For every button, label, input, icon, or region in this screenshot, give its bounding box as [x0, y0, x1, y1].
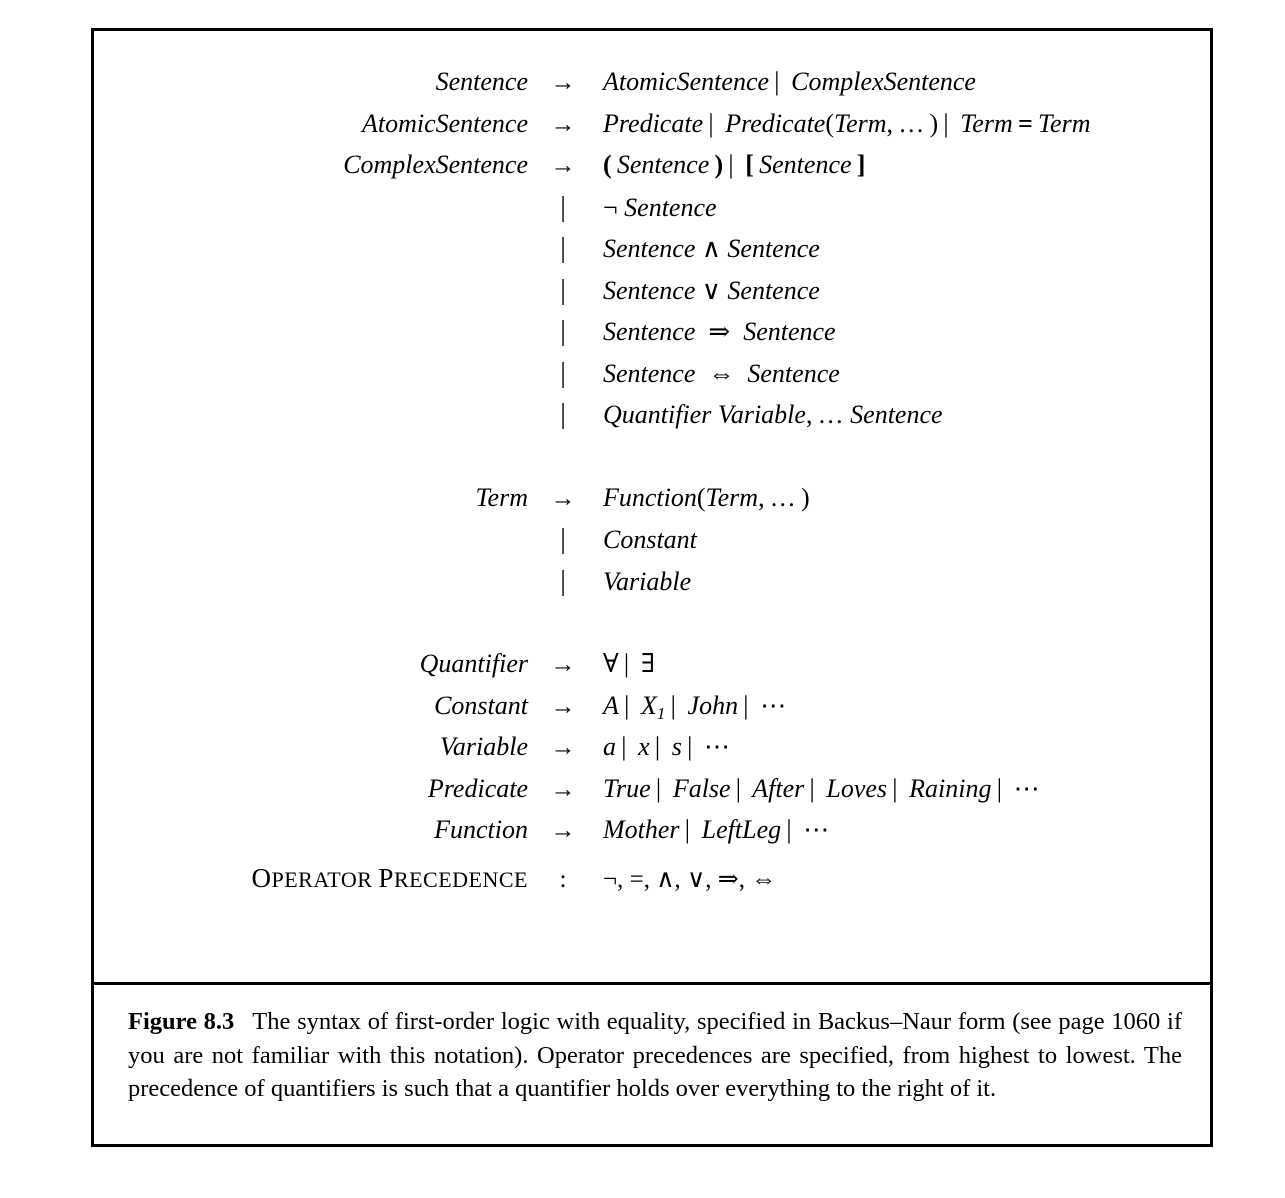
- alternative-bar-icon: |: [560, 357, 566, 389]
- rule-alternative-row: [94, 524, 1210, 566]
- rule-row-complexsentence: [94, 150, 1210, 192]
- rule-rhs: Quantifier Variable, … Sentence: [603, 400, 943, 429]
- alternative-bar-icon: |: [560, 233, 566, 264]
- rule-row-predicate: [94, 774, 1210, 816]
- rule-row-function: [94, 815, 1210, 857]
- rule-lhs: Function: [434, 815, 528, 844]
- rule-alternative-row: [94, 192, 1210, 234]
- rule-lhs: Variable: [439, 732, 528, 761]
- figure-caption-body: The syntax of first-order logic with equality, specified in Backus–Naur form (see page 1060 if you are not familiar with this notation). Operator precedences are specified, from highest to lowest. The precedence of quantifiers is such that a quantifier holds over everything to the right of it.: [128, 1008, 1182, 1102]
- rule-rhs: Sentence ⇒ Sentence: [603, 317, 836, 346]
- rule-group-sentence-group: [94, 67, 1210, 441]
- produces-arrow-icon: →: [550, 692, 576, 720]
- figure-label: Figure 8.3: [128, 1008, 235, 1035]
- figure-caption-panel: [94, 985, 1210, 1147]
- produces-arrow-icon: →: [550, 651, 576, 678]
- rule-rhs: Predicate | Predicate(Term, … ) | Term = Term: [603, 108, 1091, 138]
- rule-lhs: Constant: [434, 690, 528, 720]
- alternative-bar-icon: |: [560, 274, 566, 306]
- rule-lhs: Quantifier: [419, 649, 528, 678]
- operator-precedence-list: ¬, =, ∧, ∨, ⇒, ⇔: [603, 865, 777, 893]
- rule-alternative-row: [94, 566, 1210, 608]
- rule-group-terminals-group: [94, 649, 1210, 857]
- rule-rhs: True | False | After | Loves | Raining | ⋯: [603, 773, 1040, 803]
- operator-precedence-label: OPERATOR PRECEDENCE: [251, 862, 528, 893]
- rule-lhs: Predicate: [427, 773, 528, 803]
- group-separator: [94, 607, 1210, 649]
- rule-lhs: Sentence: [435, 67, 528, 96]
- produces-arrow-icon: →: [550, 734, 576, 761]
- rule-lhs: AtomicSentence: [361, 108, 528, 138]
- produces-arrow-icon: →: [550, 817, 576, 844]
- grammar-panel: [94, 31, 1210, 985]
- rule-group-term-group: [94, 483, 1210, 608]
- rule-rhs: Sentence ⇔ Sentence: [603, 358, 840, 388]
- rule-rhs: Function(Term, … ): [603, 482, 810, 512]
- rule-rhs: a | x | s | ⋯: [603, 732, 731, 761]
- figure-box: [91, 28, 1213, 1147]
- alternative-bar-icon: |: [560, 191, 566, 223]
- alternative-bar-icon: |: [560, 524, 566, 555]
- rule-alternative-row: [94, 358, 1210, 400]
- rule-rhs: ¬ Sentence: [603, 192, 717, 222]
- operator-precedence-row: [94, 863, 1210, 905]
- rule-rhs: ∀ | ∃: [603, 649, 655, 678]
- rule-rhs: Mother | LeftLeg | ⋯: [603, 815, 830, 844]
- rule-rhs: A | $X_1$ | John | ⋯: [603, 690, 787, 723]
- rule-rhs: Constant: [603, 525, 697, 554]
- rule-lhs: Term: [475, 482, 528, 512]
- rule-row-constant: [94, 691, 1210, 733]
- produces-arrow-icon: →: [550, 110, 576, 138]
- precedence-colon: :: [559, 865, 567, 893]
- rule-rhs: Sentence ∨ Sentence: [603, 275, 820, 305]
- rule-row-variable: [94, 732, 1210, 774]
- rule-row-term: [94, 483, 1210, 525]
- rule-row-sentence: [94, 67, 1210, 109]
- produces-arrow-icon: →: [550, 484, 576, 512]
- produces-arrow-icon: →: [550, 152, 576, 179]
- rule-alternative-row: [94, 399, 1210, 441]
- group-separator: [94, 441, 1210, 483]
- alternative-bar-icon: |: [560, 565, 566, 597]
- rule-alternative-row: [94, 233, 1210, 275]
- rule-alternative-row: [94, 275, 1210, 317]
- rule-row-atomicsentence: [94, 109, 1210, 151]
- produces-arrow-icon: →: [550, 775, 576, 803]
- alternative-bar-icon: |: [560, 399, 566, 430]
- rule-rhs: Sentence ∧ Sentence: [603, 234, 820, 263]
- produces-arrow-icon: →: [550, 69, 576, 96]
- figure-caption-text: [128, 1005, 1182, 1106]
- rule-rhs: AtomicSentence | ComplexSentence: [603, 67, 976, 96]
- rule-alternative-row: [94, 316, 1210, 358]
- alternative-bar-icon: |: [560, 316, 566, 347]
- rule-row-quantifier: [94, 649, 1210, 691]
- rule-rhs: Variable: [603, 566, 692, 596]
- grammar-rules: [94, 31, 1210, 904]
- rule-rhs: ( Sentence ) | [ Sentence ]: [603, 150, 866, 179]
- rule-lhs: ComplexSentence: [343, 150, 528, 179]
